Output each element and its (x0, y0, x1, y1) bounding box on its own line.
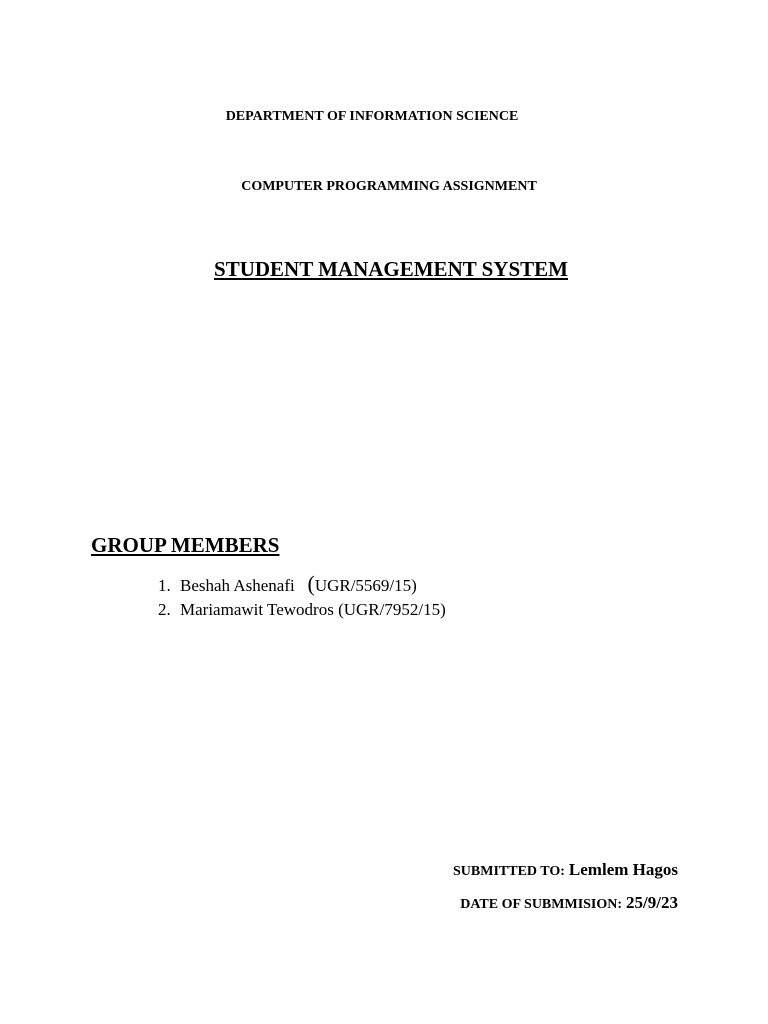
member-name: Beshah Ashenafi (180, 576, 295, 595)
submission-date-line (460, 892, 678, 916)
member-name: Mariamawit Tewodros (180, 600, 334, 619)
member-id-open-paren: ( (307, 571, 315, 596)
document-title: STUDENT MANAGEMENT SYSTEM (214, 257, 568, 281)
list-item (158, 572, 446, 598)
assignment-heading: COMPUTER PROGRAMMING ASSIGNMENT (241, 179, 537, 194)
group-members-heading: GROUP MEMBERS (91, 533, 280, 557)
member-id: UGR/7952/15) (343, 600, 446, 619)
submitted-to-line (453, 859, 678, 883)
member-id-open-paren: ( (338, 600, 344, 619)
submission-date-value: 25/9/23 (626, 893, 678, 912)
submitted-to-value: Lemlem Hagos (568, 860, 678, 879)
member-id: UGR/5569/15) (314, 576, 417, 595)
list-number: 1. (158, 576, 171, 595)
group-members-list (158, 572, 446, 622)
list-number: 2. (158, 600, 171, 619)
department-heading: DEPARTMENT OF INFORMATION SCIENCE (225, 109, 519, 124)
list-item (158, 598, 446, 622)
submitted-to-label: SUBMITTED TO: (453, 864, 565, 879)
submission-date-label: DATE OF SUBMMISION: (460, 897, 623, 912)
